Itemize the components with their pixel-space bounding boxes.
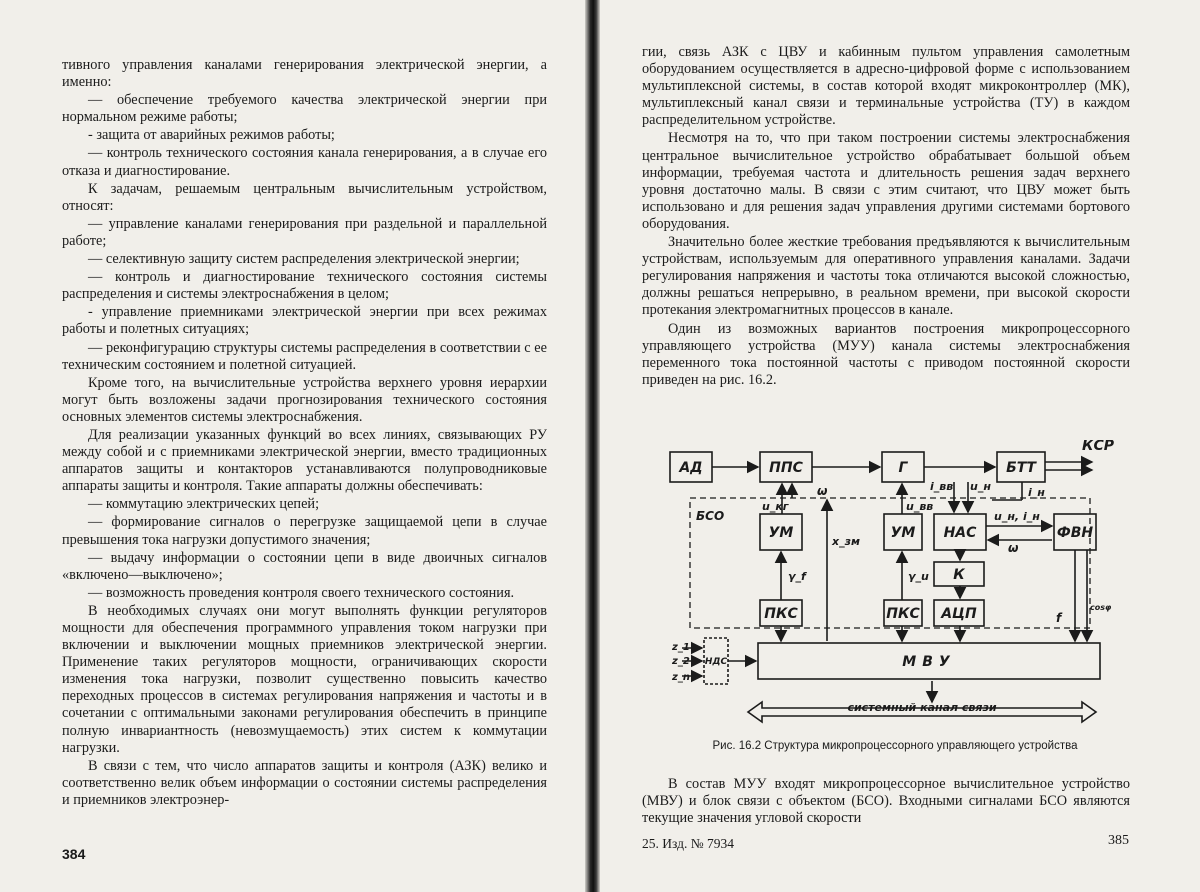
label-pks-1: ПКС [764,606,798,622]
paragraph: — обеспечение требуемого качества электрической энергии при нормальном режиме работы; [62,92,547,126]
paragraph: — формирование сигналов о перегрузке защищаемой цепи в случае превышения тока нагрузки допустимого значения; [62,514,547,548]
label-pks-2: ПКС [886,606,920,622]
paragraph: — реконфигурацию структуры системы распределения в соответствии с ее техническим состоянием и полетной ситуацией. [62,339,547,373]
right-page-bottom-text [642,776,1130,827]
signal-omega-mid: ω [1008,541,1019,555]
label-nds: НДС [704,657,728,667]
signal-ivv: i_вв [930,480,954,493]
right-page-text [642,44,1130,389]
label-g: Г [898,460,908,476]
signal-gamma-f: γ_f [788,570,806,583]
signal-un-in: u_н, i_н [994,510,1040,523]
signal-cosphi: cosφ [1090,603,1112,612]
paragraph: Значительно более жесткие требования предъявляются к вычислительным устройствам, используемым для оперативного управления каналами. Задачи регулирования напряжения и частоты тока отличаются высокой сложностью, должны решаться непрерывно, в реальном времени, при высокой скорости протекания электромагнитных процессов в канале. [642,234,1130,319]
page-number: 384 [62,846,86,862]
label-fvn: ФВН [1056,525,1094,541]
paragraph: — возможность проведения контроля своего технического состояния. [88,584,515,601]
label-pps: ППС [769,460,803,476]
signal-gamma-u: γ_u [908,570,929,583]
signature-mark: 25. Изд. № 7934 [642,836,734,851]
signal-omega-top: ω [817,484,828,498]
page-number: 385 [1108,833,1129,848]
paragraph: — управление каналами генерирования при раздельной и параллельной работе; [62,215,547,249]
left-page-text [62,57,547,809]
label-acp: АЦП [941,606,977,622]
paragraph: В необходимых случаях они могут выполнять функции регуляторов мощности для обеспечения программного управления током нагрузки при включении и выключении мощных приемников электрической энергии. Применение таких регуляторов мощности, ограничивающих скорости изменения тока нагрузки, позволит существенно повысить качество переходных процессов в системах регулирования напряжения и частоты и в сочетании с оптимальными законами регулирования обеспечить в принципе полную инвариантность (невозмущаемость) этих систем к коммутации нагрузки. [62,602,547,756]
paragraph: гии, связь АЗК с ЦВУ и кабинным пультом управления самолетным оборудованием осуществляется в адресно-цифровой форме с использованием мультиплексной системы, в состав которой входят микроконтроллер (МК), мультиплексный канал связи и терминальные устройства (ТУ) в каждом распределительном устройстве. [642,44,1130,129]
signal-uvv: u_вв [906,500,934,513]
signal-zn: z_n [672,672,690,683]
left-page [0,0,585,892]
paragraph: — селективную защиту систем распределения электрической энергии; [88,251,520,268]
paragraph: Несмотря на то, что при таком построении системы электроснабжения центральное вычислительное устройство обрабатывает большой объем информации, требуемая частота и длительность решения задач верхнего уровня достаточно малы. В связи с этим считают, что ЦВУ может быть использовано и для решения задач управления другими системами бортового оборудования. [642,130,1130,232]
paragraph: К задачам, решаемым центральным вычислительным устройством, относят: [62,180,547,214]
paragraph: - защита от аварийных режимов работы; [88,127,335,144]
signal-un: u_н [970,480,991,493]
label-ad: АД [679,460,703,476]
label-btt: БТТ [1006,460,1036,476]
label-k: К [953,567,965,583]
label-bso: БСО [696,509,725,523]
signal-f: f [1056,611,1062,625]
paragraph: — контроль и диагностирование технического состояния системы распределения и системы электроснабжения в целом; [62,269,547,303]
label-nas: НАС [943,525,977,541]
paragraph: Для реализации указанных функций во всех линиях, связывающих РУ между собой и с приемниками электрической энергии, вместо традиционных аппаратов защиты и контакторов устанавливаются полупроводниковые аппараты защиты и контроля. Такие аппараты должны обеспечивать: [62,426,547,495]
signal-xzm: x_зм [832,535,860,548]
paragraph: В связи с тем, что число аппаратов защиты и контроля (АЗК) велико и соответственно велик объем информации о состоянии системы распределения и приемников электроэнер- [62,757,547,808]
signal-in: i_н [1028,486,1045,499]
figure-block-diagram [662,440,1132,740]
figure-caption: Рис. 16.2 Структура микропроцессорного управляющего устройства [712,740,1078,752]
paragraph: тивного управления каналами генерирования электрической энергии, а именно: [62,57,547,91]
signal-z1: z_1 [672,642,690,653]
label-bus: системный канал связи [847,701,997,714]
paragraph: — коммутацию электрических цепей; [88,496,320,513]
paragraph: - управление приемниками электрической энергии при всех режимах работы и полетных ситуациях; [62,304,547,338]
paragraph: Один из возможных вариантов построения микропроцессорного управляющего устройства (МУУ) канала системы электроснабжения переменного тока постоянной частоты с приводом постоянной скорости приведен на рис. 16.2. [642,320,1130,388]
book-gutter [585,0,600,892]
paragraph: Кроме того, на вычислительные устройства верхнего уровня иерархии могут быть возложены задачи прогнозирования технического состояния основных элементов системы электроснабжения. [62,374,547,425]
label-ksr: КСР [1082,440,1114,454]
signal-z2: z_2 [672,656,690,667]
paragraph: В состав МУУ входят микропроцессорное вычислительное устройство (МВУ) и блок связи с объектом (БСО). Входными сигналами БСО являются текущие значения угловой скорости [642,776,1130,827]
paragraph: — контроль технического состояния канала генерирования, а в случае его отказа и диагностирование. [62,145,547,179]
right-page [600,0,1200,892]
label-um-2: УМ [890,525,916,541]
label-mvu: МВУ [902,654,956,670]
signal-ukg: u_кг [762,500,789,513]
paragraph: — выдачу информации о состоянии цепи в виде двоичных сигналов «включено—выключено»; [62,549,547,583]
label-um-1: УМ [768,525,794,541]
